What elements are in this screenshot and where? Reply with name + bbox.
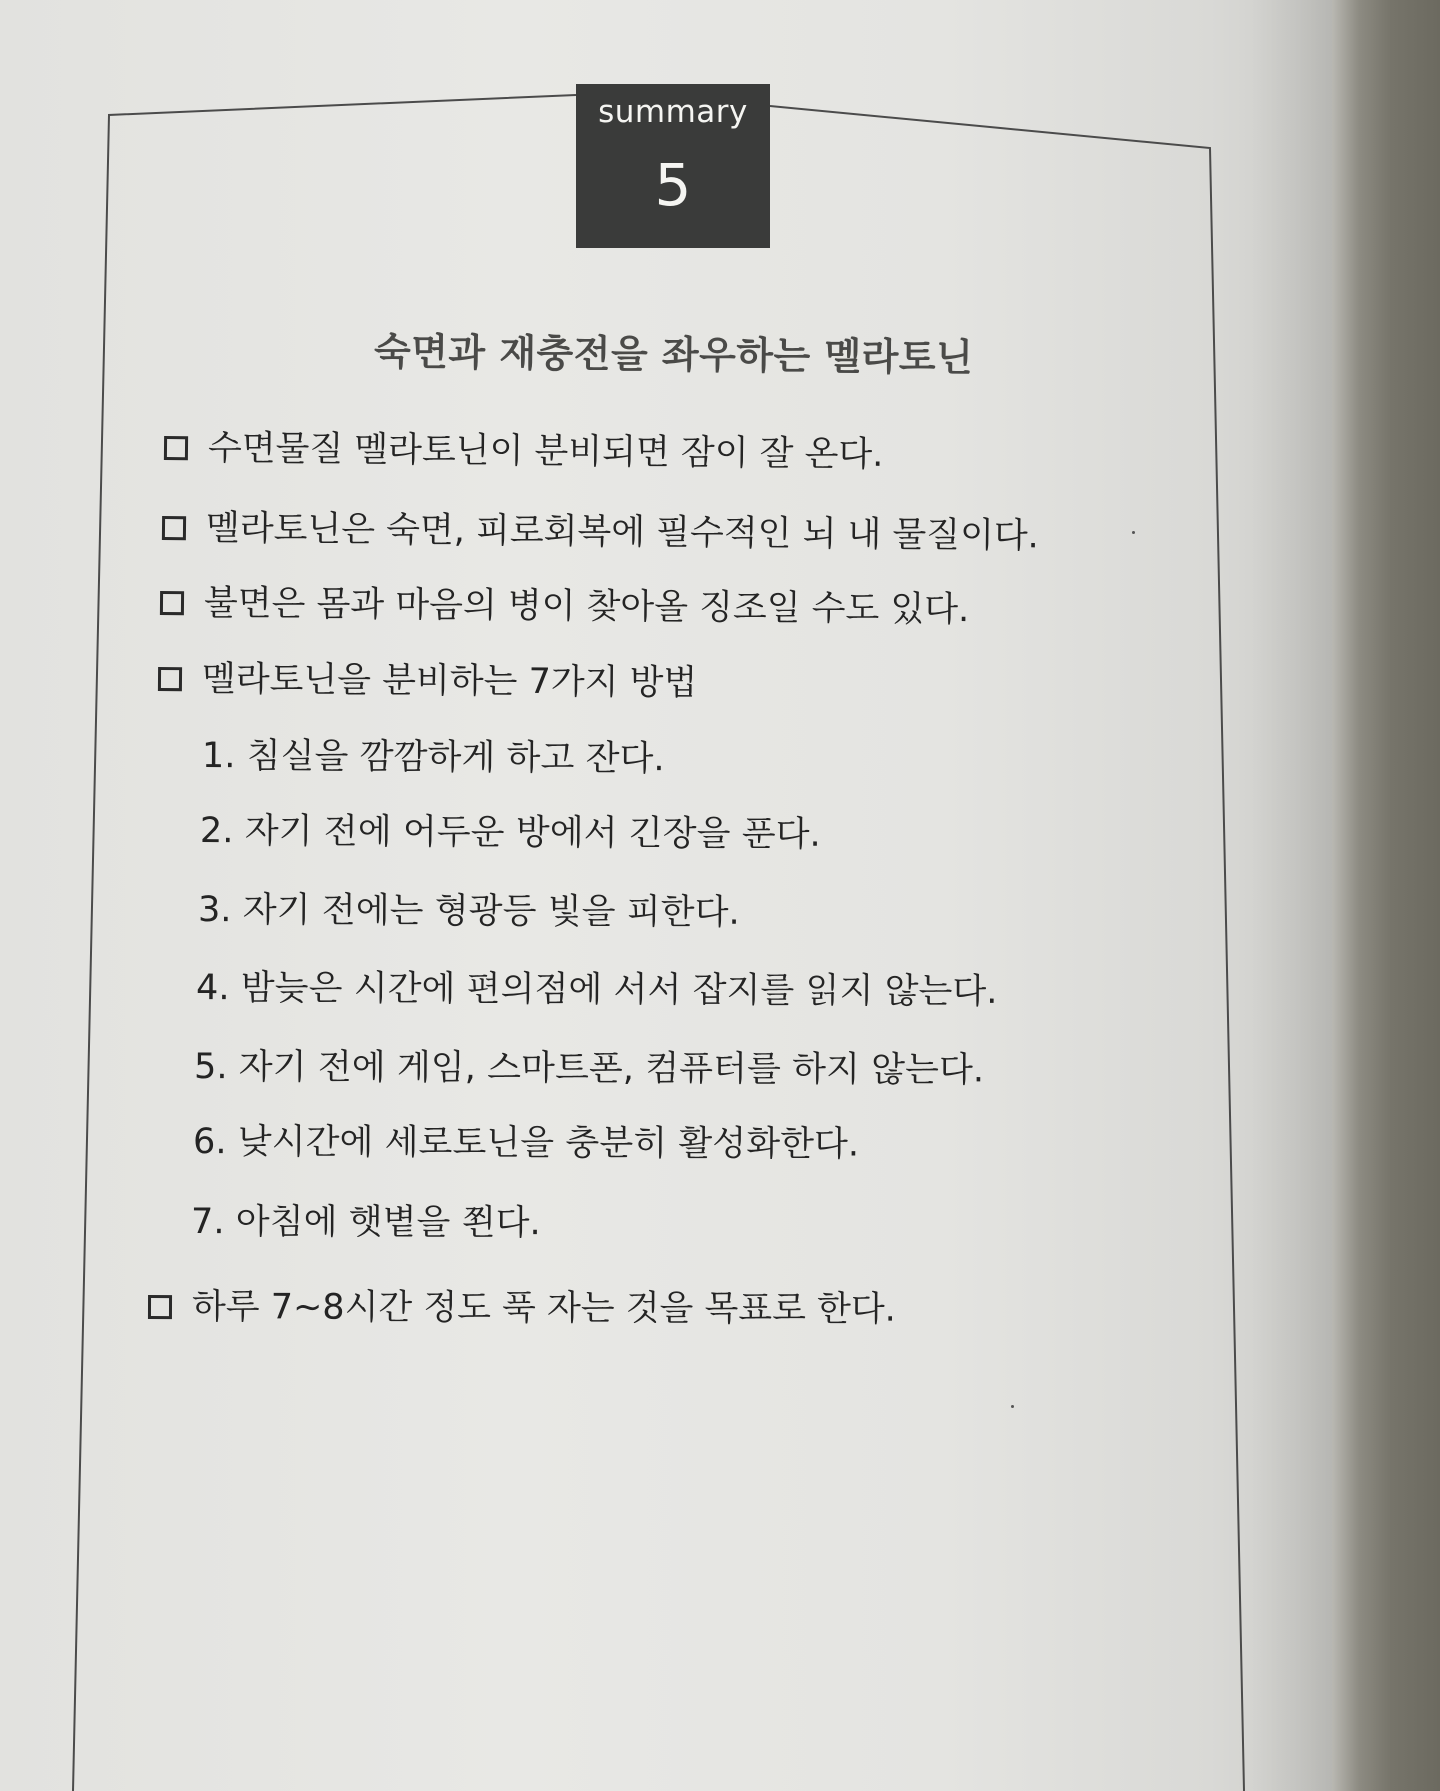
checklist-item [160,583,970,630]
paper-speck [1132,531,1135,534]
checklist-item-text: 멜라토닌은 숙면, 피로회복에 필수적인 뇌 내 물질이다. [205,508,1039,557]
method-item [191,1202,541,1243]
checkbox-icon [164,436,188,460]
checklist-item [162,508,1039,557]
checklist-item-text: 하루 7~8시간 정도 푹 자는 것을 목표로 한다. [191,1287,896,1330]
method-item-text: 5. 자기 전에 게임, 스마트폰, 컴퓨터를 하지 않는다. [193,1047,985,1091]
checklist-item-text: 수면물질 멜라토닌이 분비되면 잠이 잘 온다. [207,428,884,475]
checkbox-icon [148,1295,172,1319]
checklist-item [148,1287,896,1330]
paper-speck [1011,1405,1014,1408]
method-item-text: 6. 낮시간에 세로토닌을 충분히 활성화한다. [192,1122,860,1165]
method-item-text: 7. 아침에 햇볕을 쬔다. [190,1202,541,1244]
method-item-text: 4. 밤늦은 시간에 편의점에 서서 잡지를 읽지 않는다. [195,968,998,1012]
page-title: 숙면과 재충전을 좌우하는 멜라토닌 [373,329,974,380]
method-item [196,968,998,1012]
checkbox-icon [162,516,186,540]
method-item-text: 2. 자기 전에 어두운 방에서 긴장을 푼다. [199,811,821,855]
checklist-item-text: 불면은 몸과 마음의 병이 찾아올 징조일 수도 있다. [203,583,970,631]
summary-number: 5 [654,151,692,219]
checklist-item [164,428,884,475]
method-item [193,1122,859,1165]
checkbox-icon [158,667,182,691]
method-item-text: 3. 자기 전에는 형광등 빛을 피한다. [197,890,740,933]
method-item [194,1047,984,1091]
method-item-text: 1. 침실을 깜깜하게 하고 잔다. [201,736,665,780]
method-item [200,811,821,855]
checklist-item-text: 멜라토닌을 분비하는 7가지 방법 [201,659,698,704]
method-item [202,736,665,779]
checkbox-icon [160,591,184,615]
method-item [198,890,740,933]
checklist-item [158,659,697,703]
summary-label: summary [598,94,748,130]
